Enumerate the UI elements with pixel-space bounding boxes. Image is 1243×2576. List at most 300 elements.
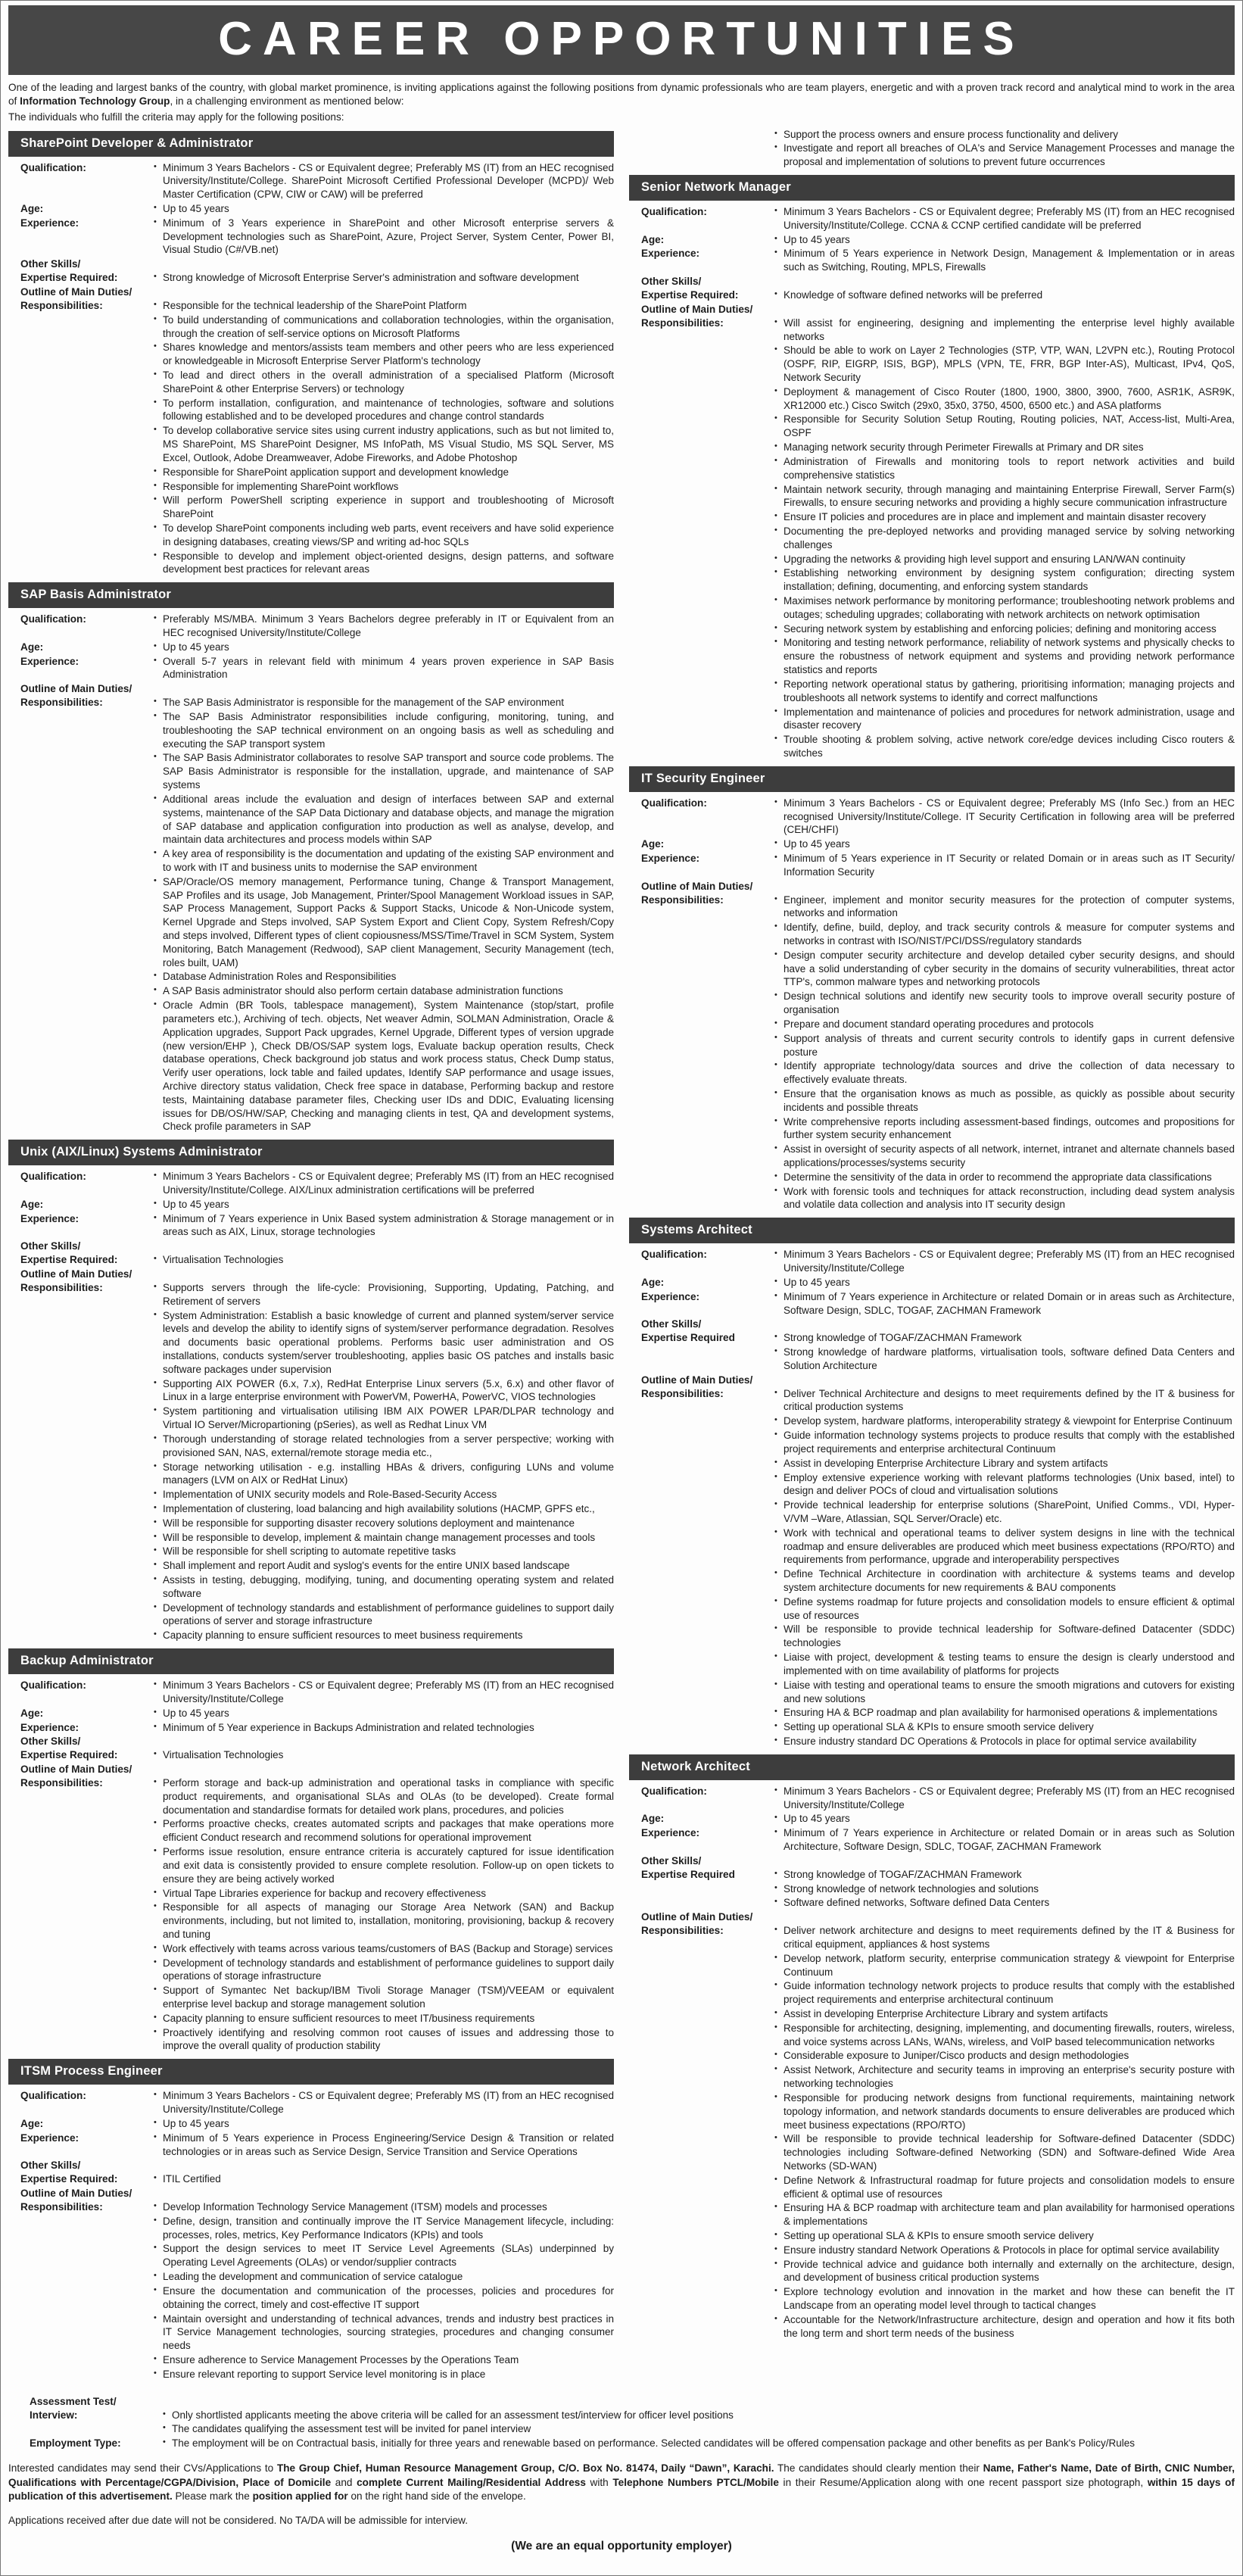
bullet-item: • Deliver Technical Architecture and designs to meet requirements defined by the IT & business for critical production systems: [773, 1387, 1235, 1414]
field-label: Responsibilities:: [20, 1777, 103, 1789]
field-row: [8, 2089, 614, 2117]
bullet-item: • Guide information technology network projects to produce results that comply with the established project requirements and enterprise architectural continuum: [773, 1979, 1235, 2007]
field-row: [629, 1318, 1235, 1331]
bullet-item: • Minimum of 3 Years experience in SharePoint and other Microsoft enterprise servers & Development technologies such as SharePoint, Azure, Project Server, System Center, Power BI, Visual Studio (C#/VB.net): [152, 217, 614, 257]
field-row: [8, 299, 614, 577]
field-label: Outline of Main Duties/: [20, 286, 132, 298]
bullet-item: • Strong knowledge of hardware platforms, virtualisation tools, software defined Data Centers and Solution Architecture: [773, 1346, 1235, 1373]
late-applications-note: Applications received after due date will not be considered. No TA/DA will be admissible for interview.: [8, 2514, 468, 2526]
bullet-item: • To build understanding of communications and collaboration technologies, within the organisation, through the creation of self-service options on Microsoft Platforms: [152, 313, 614, 341]
field-row: [8, 257, 614, 271]
bullet-item: • Responsible for SharePoint application support and development knowledge: [152, 466, 614, 479]
apply-text: and: [331, 2476, 357, 2488]
bullet-item: • Will be responsible for supporting disaster recovery solutions deployment and maintenance: [152, 1517, 614, 1530]
field-label: Other Skills/: [20, 1736, 81, 1748]
field-row: [8, 1735, 614, 1748]
bullet-item: • Responsible for architecting, designing, implementing, and documenting firewalls, routers, wireless, and voice systems across LANs, WANs, wireless, and VoIP based telecommunication networks: [773, 2022, 1235, 2049]
field-label: Qualification:: [641, 1785, 707, 1797]
field-row: [8, 1212, 614, 1240]
field-label: Age:: [20, 1707, 44, 1719]
bullet-item: • Reporting network operational status by gathering, prioritising information; managing projects and troubleshoots all network systems to identify and correct malfunctions: [773, 678, 1235, 705]
field-row: [629, 1290, 1235, 1318]
bullet-item: • Up to 45 years: [773, 233, 1235, 247]
bullet-list: [773, 1868, 1235, 1910]
bullet-item: • Preferably MS/MBA. Minimum 3 Years Bachelors degree preferably in IT or Equivalent from an HEC recognised University/Institute/College: [152, 613, 614, 640]
bullet-list: [773, 1331, 1235, 1373]
bullet-item: • Guide information technology systems projects to produce results that comply with the established project requirements and enterprise architectural Continuum: [773, 1429, 1235, 1456]
bullet-item: • Develop network, platform security, enterprise communication strategy & viewpoint for Enterprise Continuum: [773, 1952, 1235, 1979]
bullet-item: • Work with technical and operational teams to deliver system designs in line with the technical roadmap and ensure deliverables are produced which meet business expectations (RPO/RTO) and requirements from performance, upgrade and interoperability perspectives: [773, 1527, 1235, 1567]
field-label: Experience:: [641, 1827, 700, 1839]
field-label: Responsibilities:: [641, 1387, 724, 1399]
field-row: [629, 1248, 1235, 1276]
bullet-item: • Deployment & management of Cisco Router (1800, 1900, 3800, 3900, 7600, ASR1K, ASR9K, XR12000 etc.) Cisco Switch (29x0, 35x0, 3750, 4500, 6500 etc.) and ASA platforms: [773, 385, 1235, 413]
bullet-item: • Virtualisation Technologies: [152, 1253, 614, 1267]
bullet-item: • Knowledge of software defined networks will be preferred: [773, 288, 1235, 302]
bullet-item: • Should be able to work on Layer 2 Technologies (STP, VTP, WAN, L2VPN etc.), Routing Protocol (OSPF, RIP, EIGRP, ISIS, BGP), MPLS (VPN, TE, FRR, BGP Inter-AS), Multicast, IPv4, QoS, Network Security: [773, 344, 1235, 384]
job-title-bar: ITSM Process Engineer: [8, 2059, 614, 2085]
apply-text-bold: within 15 days of publication of this advertisement.: [8, 2476, 1235, 2503]
bullet-item: • Responsible for the technical leadership of the SharePoint Platform: [152, 299, 614, 313]
field-label: Employment Type:: [30, 2437, 121, 2450]
bullet-item: • Provide technical advice and guidance both internally and externally on the architecture, design, and development of business critical production systems: [773, 2258, 1235, 2285]
field-label: Expertise Required:: [641, 289, 739, 301]
bullet-list: [773, 1826, 1235, 1854]
bullet-item: • Maximises network performance by monitoring performance; troubleshooting network problems and outages; scheduling upgrades; collaborating with network architects on network optimisation: [773, 594, 1235, 622]
bullet-item: • Minimum 3 Years Bachelors - CS or Equivalent degree; Preferably MS (Info Sec.) from an HEC recognised University/Institute/College. IT Security Certification in following area will be preferred (CEH/CHFI): [773, 797, 1235, 837]
bullet-list: [152, 202, 614, 217]
job-section: [629, 1754, 1235, 2341]
bullet-item: • Considerable exposure to Juniper/Cisco products and design methodologies: [773, 2049, 1235, 2063]
bullet-item: • Work with forensic tools and techniques for attack reconstruction, including dead system analysis and volatile data collection and analysis into IT security design: [773, 1185, 1235, 1212]
field-row: [8, 2132, 614, 2160]
bullet-item: • To perform installation, configuration, and maintenance of technologies, software and solutions following established and to be developed procedures and change control standards: [152, 397, 614, 424]
bullet-item: • Supports servers through the life-cycle: Provisioning, Supporting, Updating, Patching, and Retirement of servers: [152, 1281, 614, 1308]
bullet-item: • Develop system, hardware platforms, interoperability strategy & viewpoint for Enterprise Continuum: [773, 1414, 1235, 1428]
bullet-item: • Documenting the pre-deployed networks and providing managed service by solving networking challenges: [773, 525, 1235, 552]
job-section: [8, 1648, 614, 2054]
bullet-item: • Minimum 3 Years Bachelors - CS or Equivalent degree; Preferably MS (IT) from an HEC recognised University/Institute/College: [152, 1679, 614, 1706]
field-label: Experience:: [20, 1721, 79, 1733]
bullet-list: [152, 271, 614, 285]
bullet-item: • Define Network & Infrastructural roadmap for future projects and consolidation models to ensure efficient & optimal use of resources: [773, 2174, 1235, 2201]
bullet-item: • Performs issue resolution, ensure entrance criteria is accurately captured for issue identification and exit data is consistently provided to ensure complete resolution. Follow-up on open tickets to ensure they are being actively worked: [152, 1845, 614, 1885]
field-row: [8, 2117, 614, 2132]
field-label: Outline of Main Duties/: [20, 1764, 132, 1776]
bullet-item: • A key area of responsibility is the documentation and updating of the existing SAP environment and to work with IT and business units to modernise the SAP environment: [152, 847, 614, 875]
bullet-list: [773, 797, 1235, 837]
bullet-item: • Establishing networking environment by designing system configuration; directing system installation; defining, documenting, and enforcing system standards: [773, 566, 1235, 594]
bullet-item: • Capacity planning to ensure sufficient resources to meet business requirements: [152, 1629, 614, 1642]
equal-opportunity-line: (We are an equal opportunity employer): [511, 2539, 732, 2553]
field-row: [8, 2437, 1235, 2451]
bullet-item: • Will perform PowerShell scripting experience in support and troubleshooting of Microsoft SharePoint: [152, 494, 614, 521]
field-label: Interview:: [30, 2409, 78, 2421]
field-row: [8, 161, 614, 202]
job-title-bar: Unix (AIX/Linux) Systems Administrator: [8, 1140, 614, 1165]
bullet-list: [773, 1812, 1235, 1826]
field-row: [629, 1374, 1235, 1387]
field-row: [8, 202, 614, 217]
bullet-item: • Liaise with project, development & testing teams to ensure the design is clearly understood and implemented with on time availability of platforms for projects: [773, 1651, 1235, 1678]
bullet-item: • Strong knowledge of Microsoft Enterprise Server's administration and software development: [152, 271, 614, 285]
bullet-item: • Up to 45 years: [773, 1276, 1235, 1290]
bullet-item: • Thorough understanding of storage related technologies from a server perspective; working with provisioned SAN, NAS, external/remote storage media etc.,: [152, 1433, 614, 1460]
bullet-item: • Ensure that the organisation knows as much as possible, as quickly as possible about security incidents and possible threats: [773, 1087, 1235, 1115]
field-label: Responsibilities:: [20, 697, 103, 709]
bullet-item: • Accountable for the Network/Infrastructure architecture, design and operation and how it fits both the long term and short term needs of the business: [773, 2313, 1235, 2341]
bullet-list: [773, 1924, 1235, 2341]
bullet-item: • Minimum of 5 Years experience in IT Security or related Domain or in areas such as IT Security/ Information Security: [773, 852, 1235, 879]
bullet-list: [152, 1707, 614, 1721]
bullet-list: [152, 641, 614, 655]
field-label: Expertise Required: [641, 1332, 735, 1344]
bullet-list: [152, 217, 614, 257]
field-row: [629, 247, 1235, 275]
apply-text: The candidates should clearly mention their: [774, 2462, 983, 2474]
field-row: [8, 2409, 1235, 2437]
field-row: [8, 1748, 614, 1763]
bullet-item: • Oracle Admin (BR Tools, tablespace management), System Maintenance (stop/start, profile parameters etc.), Archiving of tech. objects, Net weaver Admin, SOLMAN Administration, Oracle & Application upgrades, Support Pack upgrades, Kernel Upgrade, Different types of version upgrade (new version/EHP ), Check DB/OS/SAP system logs, Evaluate backup operation results, Check database operations, Check background job status and work process status, Check Dump status, Verify user operations, lock table and failed updates, Identify SAP performance and usage issues, Archive directory status validation, Check free space in database, Performing backup and restore tests, Maintaining database parameter files, Checking user IDs and DDIC, Evaluating licensing issues for DB/OS/HW/SAP, Checking and managing clients in test, QA and development systems, Check profile parameters in SAP: [152, 999, 614, 1134]
job-title-bar: Systems Architect: [629, 1218, 1235, 1243]
bullet-item: • Up to 45 years: [152, 1707, 614, 1720]
apply-text: on the right hand side of the envelope.: [347, 2490, 526, 2503]
bullet-item: • Ensure industry standard Network Operations & Protocols in place for optimal service availability: [773, 2244, 1235, 2257]
bullet-list: [152, 1170, 614, 1198]
field-row: [8, 2395, 1235, 2409]
field-label: Responsibilities:: [20, 1281, 103, 1293]
bullet-list: [152, 2117, 614, 2132]
bullet-item: • Investigate and report all breaches of OLA's and Service Management Processes and manage the proposal and implementation of solutions to prevent future occurrences: [773, 142, 1235, 169]
field-row: [629, 1785, 1235, 1813]
field-row: [8, 285, 614, 299]
bullet-item: • Assist in developing Enterprise Architecture Library and system artifacts: [773, 2007, 1235, 2021]
bullet-item: • Perform storage and back-up administration and operational tasks in compliance with specific product requirements, and organisational SLAs and OLAs (to be developed). Create formal documentation and standardise formats for detailed work plans, procedures, and policies: [152, 1776, 614, 1817]
bullet-list: [152, 299, 614, 577]
bullet-item: • Will be responsible to develop, implement & maintain change management processes and tools: [152, 1531, 614, 1545]
field-label: Other Skills/: [20, 2160, 81, 2172]
bullet-list: [161, 2437, 1235, 2451]
bullet-item: • Ensure adherence to Service Management Processes by the Operations Team: [152, 2353, 614, 2367]
bullet-item: • Software defined networks, Software defined Data Centers: [773, 1896, 1235, 1910]
field-row: [8, 1763, 614, 1776]
bullet-item: • Minimum of 5 Years experience in Network Design, Management & Implementation or in areas such as Switching, Routing, MPLS, Firewalls: [773, 247, 1235, 274]
bullet-item: • Overall 5-7 years in relevant field with minimum 4 years proven experience in SAP Basis Administration: [152, 655, 614, 682]
bullet-item: • Employ extensive experience working with relevant platforms technologies (Unix based, intel) to design and deliver POCs of cloud and virtualisation solutions: [773, 1471, 1235, 1499]
apply-text-bold: complete Current Mailing/Residential Address: [357, 2476, 586, 2488]
bullet-item: • Strong knowledge of TOGAF/ZACHMAN Framework: [773, 1868, 1235, 1882]
bullet-list: [773, 128, 1235, 170]
intro-text-post: , in a challenging environment as mentioned below:: [170, 95, 404, 108]
field-label: Other Skills/: [641, 1318, 702, 1330]
bullet-item: • Engineer, implement and monitor security measures for the protection of computer systems, networks and information: [773, 893, 1235, 921]
field-row: [629, 1812, 1235, 1826]
bullet-list: [152, 1748, 614, 1763]
bullet-item: • Supporting AIX POWER (6.x, 7.x), RedHat Enterprise Linux servers (5.x, 6.x) and other flavor of Linux in a large enterprise environment with PowerVM, PowerHA, PowerVC, VIOS technologies: [152, 1377, 614, 1405]
bullet-list: [152, 696, 614, 1134]
bullet-list: [773, 288, 1235, 303]
bullet-item: • Deliver network architecture and designs to meet requirements defined by the IT & Business for critical equipment, appliances & host systems: [773, 1924, 1235, 1951]
bullet-item: • Minimum of 7 Years experience in Architecture or related Domain or in areas such as Solution Architecture, Software Design, SDLC, TOGAF, ZACHMAN Framework: [773, 1826, 1235, 1854]
field-row: [8, 2159, 614, 2172]
bullet-list: [152, 2132, 614, 2160]
bullet-item: • Provide technical leadership for enterprise solutions (SharePoint, Unified Comms., VDI, Hyper-V/VM –Ware, Atlassian, SQL Server/Oracle) etc.: [773, 1499, 1235, 1526]
intro-text-pre: One of the leading and largest banks of the country, with global market prominence, is inviting applications against the following positions from dynamic professionals who are team players, energetic and with a proven track record and analytical mind to work in the area of: [8, 82, 1235, 108]
bullet-item: • Write comprehensive reports including assessment-based findings, outcomes and propositions for further system security enhancement: [773, 1115, 1235, 1143]
field-row: [629, 880, 1235, 893]
bullet-item: • Minimum of 7 Years experience in Architecture or related Domain or in areas such as Architecture, Software Design, SDLC, TOGAF, ZACHMAN Framework: [773, 1290, 1235, 1318]
bullet-list: [152, 655, 614, 683]
bullet-item: • System Administration: Establish a basic knowledge of current and planned system/server service levels and develop the ability to identify signs of system/server performance degradation. Resolves and documents basic operational problems. Performs basic user administration and OS installations, conducts system/server troubleshooting, applies basic OS patches and installs basic software packages under supervision: [152, 1309, 614, 1377]
bullet-item: • Implementation of UNIX security models and Role-Based-Security Access: [152, 1488, 614, 1502]
field-label: Age:: [641, 1276, 665, 1288]
bullet-item: • Proactively identifying and resolving common root causes of issues and addressing those to improve the overall quality of production stability: [152, 2026, 614, 2054]
apply-text-bold: The Group Chief, Human Resource Management Group, C/O. Box No. 81474, Daily “Dawn”, Karachi.: [276, 2462, 774, 2474]
bullet-item: • Will be responsible to provide technical leadership for Software-defined Datacenter (SDDC) technologies including Software-defined Networking (SDN) and Software-defined Wide Area Networks (SD-WAN): [773, 2132, 1235, 2172]
bullet-item: • Minimum 3 Years Bachelors - CS or Equivalent degree; Preferably MS (IT) from an HEC recognised University/Institute/College. SharePoint Microsoft Certified Professional Developer (MCPD)/ Web Master Certification (CPW, CIW or CAW) will be preferred: [152, 161, 614, 201]
field-label: Expertise Required:: [20, 1749, 118, 1761]
job-title-bar: Senior Network Manager: [629, 175, 1235, 201]
bullet-item: • Define Technical Architecture in coordination with architecture & systems teams and develop system architecture documents for new requirements & BAU components: [773, 1567, 1235, 1595]
field-label: Outline of Main Duties/: [20, 1268, 132, 1280]
field-label: Outline of Main Duties/: [20, 2188, 132, 2200]
bullet-item: • Up to 45 years: [773, 837, 1235, 851]
bullet-item: • Determine the sensitivity of the data in order to recommend the appropriate data classifications: [773, 1171, 1235, 1184]
field-label: Outline of Main Duties/: [641, 880, 753, 892]
bullet-item: • Additional areas include the evaluation and design of interfaces between SAP and external systems, maintenance of the SAP Data Dictionary and database objects, and manage the migration of SAP database and application configuration into production as well as analyse, develop, and maintain data architectures and process models within SAP: [152, 793, 614, 847]
bullet-item: • Securing network system by establishing and enforcing policies; defining and monitoring access: [773, 622, 1235, 636]
field-row: [8, 1281, 614, 1643]
field-label: Age:: [20, 1198, 44, 1210]
bullet-item: • Only shortlisted applicants meeting the above criteria will be called for an assessment test/interview for officer level positions: [161, 2409, 1235, 2422]
bullet-list: [152, 1212, 614, 1240]
field-label: Experience:: [641, 853, 700, 865]
bullet-item: • The SAP Basis Administrator responsibilities include configuring, monitoring, tuning, and troubleshooting the SAP technical environment on an ongoing basis as well as scheduling and executing the SAP transport system: [152, 710, 614, 750]
bullet-item: • The SAP Basis Administrator is responsible for the management of the SAP environment: [152, 696, 614, 709]
field-label: Outline of Main Duties/: [641, 303, 753, 315]
bullet-item: • Ensuring HA & BCP roadmap and plan availability for harmonised operations & implementations: [773, 1706, 1235, 1720]
field-row: [629, 1854, 1235, 1868]
field-label: Experience:: [20, 217, 79, 229]
bullet-item: • Virtual Tape Libraries experience for backup and recovery effectiveness: [152, 1887, 614, 1901]
bullet-item: • Prepare and document standard operating procedures and protocols: [773, 1018, 1235, 1031]
field-label: Qualification:: [641, 206, 707, 218]
field-label: Age:: [20, 203, 44, 215]
field-label: Assessment Test/: [30, 2395, 117, 2407]
field-row: [629, 317, 1235, 761]
field-label: Experience:: [641, 1290, 700, 1302]
bullet-item: • Minimum 3 Years Bachelors - CS or Equivalent degree; Preferably MS (IT) from an HEC recognised University/Institute/College: [773, 1248, 1235, 1275]
field-row: [8, 1721, 614, 1736]
field-label: Expertise Required:: [20, 2173, 118, 2185]
bullet-item: • Define, design, transition and continually improve the IT Service Management lifecycle, including: processes, roles, metrics, Key Performance Indicators (KPIs) and tools: [152, 2215, 614, 2242]
bullet-list: [161, 2409, 1235, 2437]
bullet-list: [152, 2200, 614, 2382]
bullet-item: • Will assist for engineering, designing and implementing the enterprise level highly available networks: [773, 317, 1235, 344]
job-section-continuation: [629, 128, 1235, 170]
bullet-item: • Minimum of 7 Years experience in Unix Based system administration & Storage management or in areas such as AIX, Linux, storage technologies: [152, 1212, 614, 1240]
bullet-item: • Development of technology standards and establishment of performance guidelines to support daily operations of storage infrastructure: [152, 1957, 614, 1984]
job-section: [629, 175, 1235, 761]
field-row: [8, 682, 614, 696]
bullet-item: • Shares knowledge and mentors/assists team members and other peers who are less experienced or knowledgeable in Microsoft Enterprise Server Platform's technology: [152, 341, 614, 368]
field-row: [8, 1679, 614, 1707]
field-row: [629, 288, 1235, 303]
bullet-item: • Implementation and maintenance of policies and procedures for network administration, usage and disaster recovery: [773, 706, 1235, 733]
bullet-item: • The SAP Basis Administrator collaborates to resolve SAP transport and source code problems. The SAP Basis Administrator is responsible for the installation, upgrade, and maintenance of SAP systems: [152, 751, 614, 791]
field-label: Qualification:: [20, 613, 86, 625]
bullet-item: • Strong knowledge of network technologies and solutions: [773, 1882, 1235, 1896]
bullet-item: • Minimum 3 Years Bachelors - CS or Equivalent degree; Preferably MS (IT) from an HEC recognised University/Institute/College: [152, 2089, 614, 2116]
field-row: [8, 271, 614, 285]
bullet-item: • Maintain network security, through managing and maintaining Enterprise Firewall, Server Farm(s) Firewalls, to ensure securing networks and providing a highly secure communication infrastructure: [773, 483, 1235, 510]
field-row: [629, 852, 1235, 880]
bullet-item: • System partitioning and virtualisation utilising IBM AIX POWER LPAR/DLPAR technology and Virtual IO Server/Micropartioning (pSeries), as well as Redhat Linux VM: [152, 1405, 614, 1432]
bullet-item: • Upgrading the networks & providing high level support and ensuring LAN/WAN continuity: [773, 553, 1235, 566]
field-label: Expertise Required: [641, 1868, 735, 1880]
bullet-item: • Capacity planning to ensure sufficient resources to meet IT/business requirements: [152, 2012, 614, 2026]
field-label: Qualification:: [20, 1679, 86, 1692]
job-section: [8, 2059, 614, 2381]
bullet-list: [152, 2172, 614, 2187]
bullet-item: • Minimum 3 Years Bachelors - CS or Equivalent degree; Preferably MS (IT) from an HEC recognised University/Institute/College. CCNA & CCNP certified candidate will be preferred: [773, 205, 1235, 232]
bullet-list: [152, 1721, 614, 1736]
intro-text-bold: Information Technology Group: [20, 95, 170, 108]
bullet-item: • Responsible for Security Solution Setup Routing, Routing policies, NAT, Access-list, Multi-Area, OSPF: [773, 413, 1235, 440]
field-row: [8, 613, 614, 641]
bullet-item: • Minimum of 5 Year experience in Backups Administration and related technologies: [152, 1721, 614, 1735]
bullet-item: • Development of technology standards and establishment of performance guidelines to support daily operations of server and storage infrastructure: [152, 1601, 614, 1629]
apply-text-bold: position applied for: [252, 2490, 348, 2503]
bullet-list: [773, 1276, 1235, 1290]
bullet-list: [773, 852, 1235, 880]
bullet-item: • Ensure industry standard DC Operations & Protocols in place for optimal service availability: [773, 1735, 1235, 1748]
bullet-list: [773, 247, 1235, 275]
bullet-item: • To develop collaborative service sites using current industry applications, such as but not limited to, MS SharePoint, MS SharePoint Designer, MS InfoPath, MS Visual Studio, MS SQL Server, MS Excel, Outlook, Adobe Dreamweaver, Adobe Fireworks, and Adobe Photoshop: [152, 424, 614, 464]
bullet-item: • Liaise with testing and operational teams to ensure the smooth migrations and cutovers for existing and new solutions: [773, 1679, 1235, 1706]
job-title-bar: Network Architect: [629, 1754, 1235, 1780]
bullet-item: • Ensure IT policies and procedures are in place and implement and maintain disaster recovery: [773, 510, 1235, 524]
field-label: Responsibilities:: [641, 1925, 724, 1937]
field-row: [8, 2172, 614, 2187]
bullet-item: • Develop Information Technology Service Management (ITSM) models and processes: [152, 2200, 614, 2214]
field-row: [8, 1707, 614, 1721]
field-row: [8, 655, 614, 683]
job-title-bar: SharePoint Developer & Administrator: [8, 131, 614, 157]
bullet-item: • Support the design services to meet IT Service Level Agreements (SLAs) underpinned by Operating Level Agreements (OLAs) or vendor/supplier contracts: [152, 2242, 614, 2269]
bullet-item: • Maintain oversight and understanding of technical advances, trends and industry best practices in IT Service Management technologies, sourcing strategies, procedures and changing consumer needs: [152, 2312, 614, 2353]
bullet-item: • Responsible for producing network designs from functional requirements, maintaining network topology information, and network standards documents to ensure deliverables are produced which meet business expectations (RPO/RTO): [773, 2091, 1235, 2132]
apply-text: with: [585, 2476, 613, 2488]
field-row: [629, 1910, 1235, 1924]
field-row: [8, 1268, 614, 1281]
apply-text: Please mark the: [172, 2490, 253, 2503]
field-label: Age:: [641, 233, 665, 245]
bullet-item: • To lead and direct others in the overall administration of a specialised Platform (Microsoft SharePoint & other Enterprise Servers) or technology: [152, 369, 614, 396]
bullet-list: [152, 1281, 614, 1643]
field-label: Age:: [20, 2117, 44, 2129]
field-row: [8, 1253, 614, 1268]
bullet-item: • Monitoring and testing network performance, reliability of network systems and physically checks to ensure the robustness of network equipment and systems and providing network performance statistics and reports: [773, 636, 1235, 676]
job-section: [629, 766, 1235, 1213]
bullet-item: • Up to 45 years: [152, 202, 614, 216]
assessment-employment-block: [8, 2395, 1235, 2451]
bullet-item: • Administration of Firewalls and monitoring tools to report network activities and build comprehensive statistics: [773, 455, 1235, 482]
bullet-list: [773, 837, 1235, 852]
bullet-item: • Implementation of clustering, load balancing and high availability solutions (HACMP, GPFS etc.,: [152, 1502, 614, 1516]
field-label: Qualification:: [20, 1171, 86, 1183]
bullet-item: • Define systems roadmap for future projects and consolidation models to ensure efficient & optimal use of resources: [773, 1595, 1235, 1623]
bullet-list: [152, 613, 614, 641]
job-section: [629, 1218, 1235, 1749]
field-row: [8, 2200, 614, 2382]
field-label: Experience:: [20, 655, 79, 667]
bullet-list: [773, 1785, 1235, 1813]
page-title: CAREER OPPORTUNITIES: [8, 5, 1235, 75]
job-section: [8, 131, 614, 578]
bullet-item: • Identify, define, build, deploy, and track security controls & measure for computer systems and networks in contrast with ISO/NIST/PCI/DSS/regulatory standards: [773, 921, 1235, 948]
field-label: Outline of Main Duties/: [641, 1911, 753, 1923]
apply-text-bold: Telephone Numbers PTCL/Mobile: [612, 2476, 779, 2488]
field-row: [629, 275, 1235, 288]
field-row: [629, 128, 1235, 170]
field-label: Qualification:: [20, 2090, 86, 2102]
bullet-list: [773, 205, 1235, 233]
bullet-item: • To develop SharePoint components including web parts, event receivers and have solid experience in designing databases, creating views/SP and writing ad-hoc SQLs: [152, 522, 614, 549]
bullet-item: • Explore technology evolution and innovation in the market and how these can benefit the IT Landscape from an operating model level through to tactical changes: [773, 2285, 1235, 2312]
bullet-item: • Assist in developing Enterprise Architecture Library and system artifacts: [773, 1457, 1235, 1470]
field-label: Qualification:: [20, 161, 86, 173]
field-row: [8, 696, 614, 1134]
bullet-list: [773, 1248, 1235, 1276]
bullet-item: • Responsible for all aspects of managing our Storage Area Network (SAN) and Backup environments, including, but not limited to, installation, monitoring, provisioning, backup & recovery and tuning: [152, 1901, 614, 1941]
bullet-item: • Support of Symantec Net backup/IBM Tivoli Storage Manager (TSM)/VEEAM or equivalent enterprise level backup and storage management solution: [152, 1984, 614, 2011]
field-row: [8, 1170, 614, 1198]
bullet-item: • A SAP Basis administrator should also perform certain database administration functions: [152, 984, 614, 998]
field-label: Age:: [641, 1813, 665, 1825]
bullet-item: • Up to 45 years: [152, 1198, 614, 1212]
bullet-list: [152, 1776, 614, 2054]
bullet-item: • Leading the development and communication of service catalogue: [152, 2270, 614, 2284]
intro-line2: The individuals who fulfill the criteria may apply for the following positions:: [8, 111, 344, 123]
field-label: Outline of Main Duties/: [641, 1374, 753, 1386]
field-row: [629, 1276, 1235, 1290]
bullet-item: • Minimum 3 Years Bachelors - CS or Equivalent degree; Preferably MS (IT) from an HEC recognised University/Institute/College. AIX/Linux administration certifications will be preferred: [152, 1170, 614, 1197]
field-label: Experience:: [20, 2132, 79, 2144]
left-column: [8, 128, 614, 2387]
field-label: Responsibilities:: [20, 299, 103, 311]
field-label: Other Skills/: [20, 1240, 81, 1252]
bullet-item: • Assist Network, Architecture and security teams in improving an enterprise's security posture with networking technologies: [773, 2063, 1235, 2091]
bullet-list: [152, 1679, 614, 1707]
field-label: [629, 128, 773, 129]
bullet-item: • Strong knowledge of TOGAF/ZACHMAN Framework: [773, 1331, 1235, 1345]
field-label: Responsibilities:: [641, 893, 724, 906]
bullet-item: • Will be responsible for shell scripting to automate repetitive tasks: [152, 1545, 614, 1558]
bullet-item: • Ensure the documentation and communication of the processes, policies and procedures for obtaining the correct, timely and cost-effective IT support: [152, 2284, 614, 2312]
field-row: [8, 2187, 614, 2200]
bullet-item: • Ensuring HA & BCP roadmap with architecture team and plan availability for harmonised operations & implementations: [773, 2201, 1235, 2228]
bullet-item: • Shall implement and report Audit and syslog's events for the entire UNIX based landscape: [152, 1559, 614, 1573]
bullet-item: • Design computer security architecture and develop detailed cyber security designs, and should have a solid understanding of cyber security in the domains of security vulnerabilities, threat actor TTP's, common malware types and networking protocols: [773, 949, 1235, 989]
job-section: [8, 1140, 614, 1643]
job-title-bar: Backup Administrator: [8, 1648, 614, 1674]
field-label: Qualification:: [641, 1249, 707, 1261]
right-column: [629, 128, 1235, 2387]
bullet-item: • Up to 45 years: [773, 1812, 1235, 1826]
field-row: [629, 233, 1235, 248]
apply-text: in their Resume/Application along with one recent passport size photograph,: [778, 2476, 1148, 2488]
